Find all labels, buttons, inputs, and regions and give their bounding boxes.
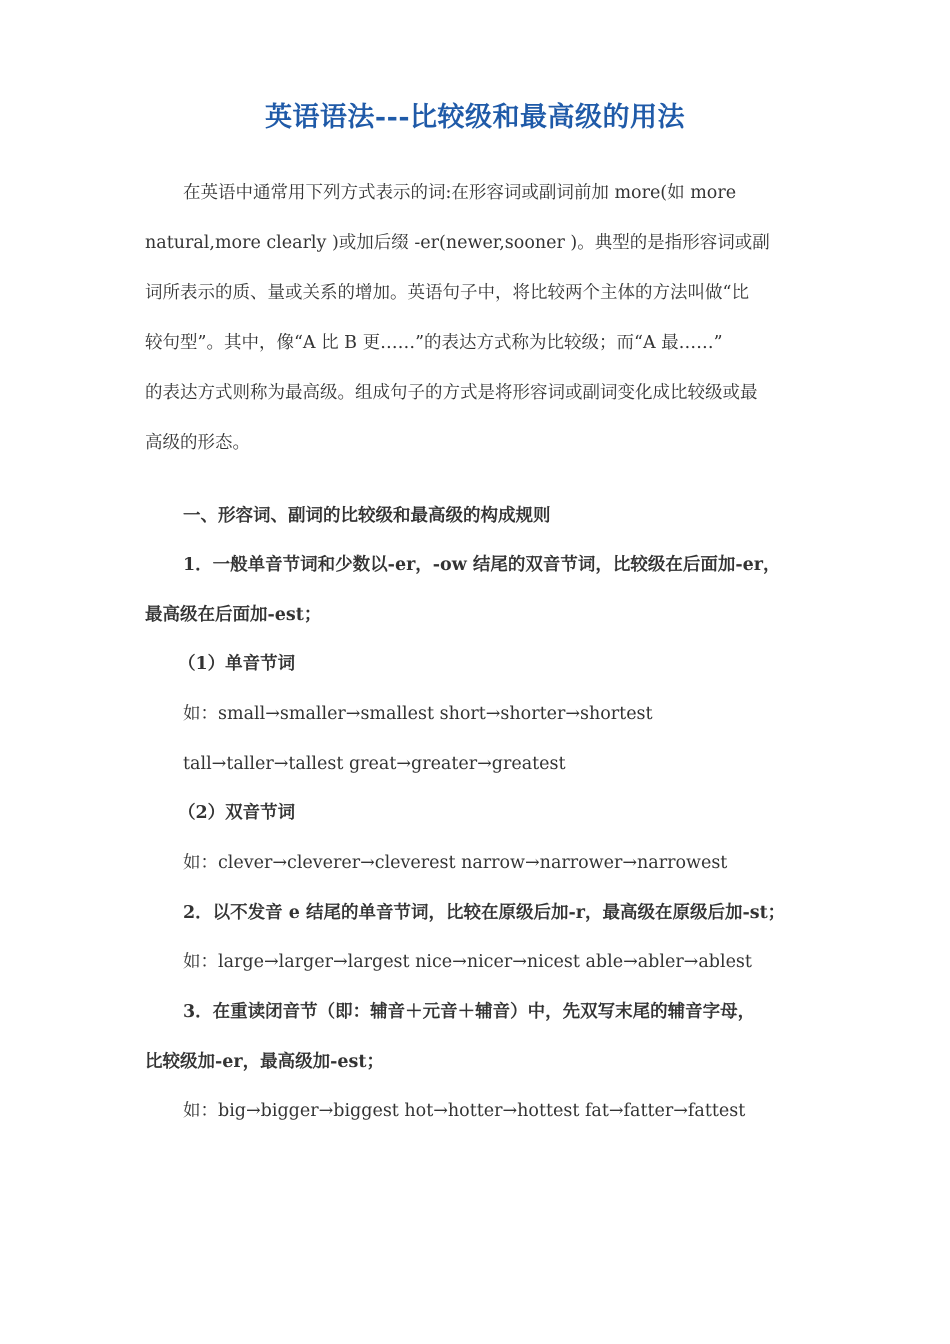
example-line: 如：large→larger→largest nice→nicer→nicest able→abler→ablest: [183, 952, 752, 972]
intro-line: 词所表示的质、量或关系的增加。英语句子中，将比较两个主体的方法叫做“比: [145, 283, 749, 303]
intro-line: 高级的形态。: [145, 433, 250, 453]
rule-2: 2．以不发音 e 结尾的单音节词，比较在原级后加-r，最高级在原级后加-st；: [183, 903, 786, 923]
subheading-monosyllabic: （1）单音节词: [178, 654, 296, 674]
example-line: 如：small→smaller→smallest short→shorter→shortest: [183, 704, 653, 724]
rule-1: 1．一般单音节词和少数以-er，-ow 结尾的双音节词，比较级在后面加-er，: [183, 555, 781, 575]
section-heading: 一、形容词、副词的比较级和最高级的构成规则: [183, 506, 551, 526]
intro-line: 较句型”。其中，像“A 比 B 更……”的表达方式称为比较级；而“A 最……”: [145, 333, 723, 353]
intro-line: 在英语中通常用下列方式表示的词:在形容词或副词前加 more(如 more: [183, 183, 737, 203]
example-line: 如：big→bigger→biggest hot→hotter→hottest fat→fatter→fattest: [183, 1101, 746, 1121]
intro-line: natural,more clearly )或加后缀 -er(newer,sooner )。典型的是指形容词或副: [145, 233, 770, 253]
example-line: 如：clever→cleverer→cleverest narrow→narrower→narrowest: [183, 853, 728, 873]
rule-1-cont: 最高级在后面加-est；: [145, 605, 322, 625]
subheading-disyllabic: （2）双音节词: [178, 803, 296, 823]
example-line: tall→taller→tallest great→greater→greatest: [183, 754, 566, 774]
rule-3-cont: 比较级加-er，最高级加-est；: [145, 1052, 384, 1072]
page-title: 英语语法---比较级和最高级的用法: [264, 102, 686, 133]
intro-line: 的表达方式则称为最高级。组成句子的方式是将形容词或副词变化成比较级或最: [145, 383, 758, 403]
rule-3: 3．在重读闭音节（即：辅音＋元音＋辅音）中，先双写末尾的辅音字母，: [183, 1002, 756, 1022]
